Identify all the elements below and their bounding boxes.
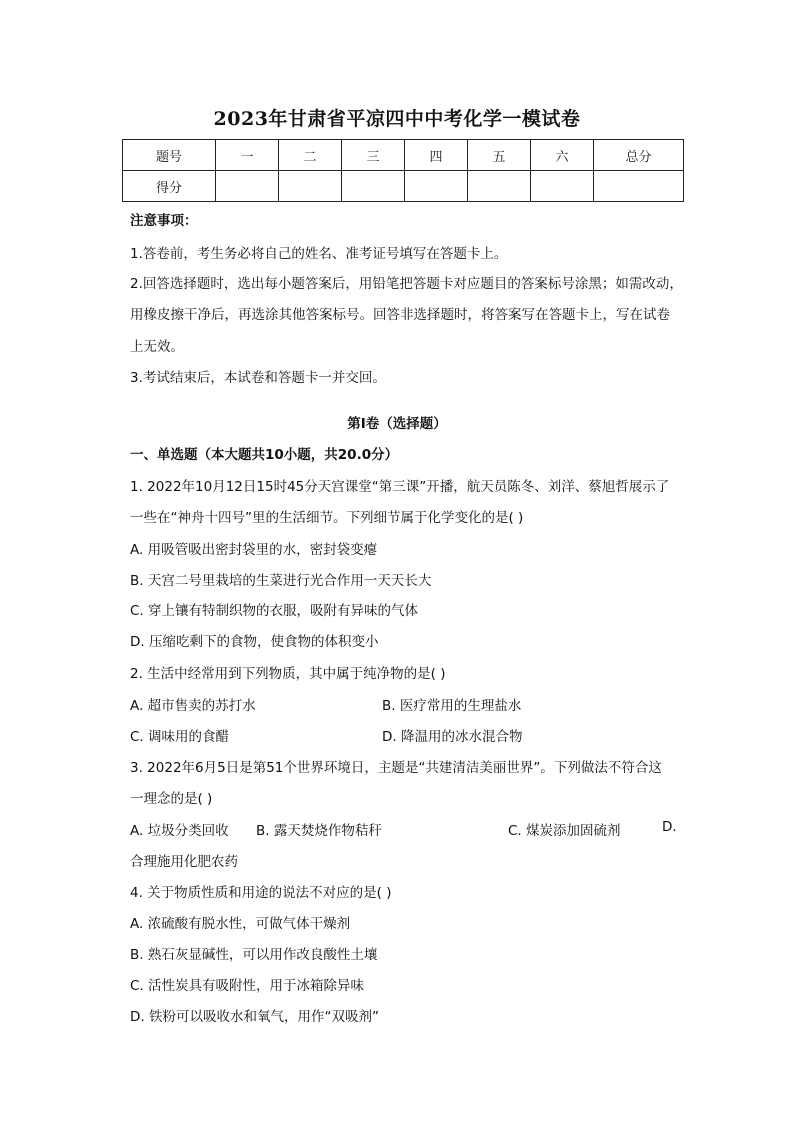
score-header-cell: 五 bbox=[468, 140, 531, 171]
question-3-option-d: 合理施用化肥农药 bbox=[130, 854, 238, 870]
question-1-option-a: A. 用吸管吸出密封袋里的水，密封袋变瘪 bbox=[130, 542, 378, 558]
question-1-option-b: B. 天宫二号里栽培的生菜进行光合作用一天天长大 bbox=[130, 573, 432, 589]
notice-item: 1.答卷前，考生务必将自己的姓名、准考证号填写在答题卡上。 bbox=[130, 246, 508, 262]
question-2-option-b: B. 医疗常用的生理盐水 bbox=[382, 698, 522, 714]
notice-item: 用橡皮擦干净后，再选涂其他答案标号。回答非选择题时，将答案写在答题卡上，写在试卷 bbox=[130, 307, 670, 323]
score-cell[interactable] bbox=[405, 171, 468, 202]
question-4-stem: 4. 关于物质性质和用途的说法不对应的是( ) bbox=[130, 885, 392, 901]
question-3-option-c: C. 煤炭添加固硫剂 bbox=[508, 823, 621, 839]
question-1-option-d: D. 压缩吃剩下的食物，使食物的体积变小 bbox=[130, 634, 379, 650]
question-1-option-c: C. 穿上镶有特制织物的衣服，吸附有异味的气体 bbox=[130, 603, 419, 619]
score-header-cell: 总分 bbox=[594, 140, 684, 171]
question-1-stem: 1. 2022年10月12日15时45分天宫课堂“第三课”开播，航天员陈冬、刘洋、蔡旭哲展示了 bbox=[130, 479, 670, 495]
score-table bbox=[122, 139, 684, 202]
score-header-cell: 二 bbox=[279, 140, 342, 171]
question-4-option-d: D. 铁粉可以吸收水和氧气，用作“双吸剂” bbox=[130, 1009, 379, 1025]
notice-heading: 注意事项： bbox=[130, 213, 198, 229]
part-title: 第I卷（选择题） bbox=[347, 416, 447, 432]
question-3-option-b: B. 露天焚烧作物秸秆 bbox=[256, 823, 382, 839]
question-2-option-d: D. 降温用的冰水混合物 bbox=[382, 729, 523, 745]
score-table-header-row bbox=[123, 140, 684, 171]
score-cell[interactable] bbox=[216, 171, 279, 202]
question-2-option-c: C. 调味用的食醋 bbox=[130, 729, 230, 745]
score-header-cell: 四 bbox=[405, 140, 468, 171]
score-table-score-row bbox=[123, 171, 684, 202]
question-3-stem-cont: 一理念的是( ) bbox=[130, 791, 213, 807]
score-row-label: 得分 bbox=[123, 171, 216, 202]
score-cell[interactable] bbox=[468, 171, 531, 202]
notice-item: 3.考试结束后，本试卷和答题卡一并交回。 bbox=[130, 370, 386, 386]
question-3-option-a: A. 垃圾分类回收 bbox=[130, 823, 229, 839]
score-header-cell: 六 bbox=[531, 140, 594, 171]
exam-title: 2023年甘肃省平凉四中中考化学一模试卷 bbox=[213, 108, 581, 130]
question-1-stem-cont: 一些在“神舟十四号”里的生活细节。下列细节属于化学变化的是( ) bbox=[130, 510, 524, 526]
score-cell[interactable] bbox=[594, 171, 684, 202]
score-header-cell: 一 bbox=[216, 140, 279, 171]
score-cell[interactable] bbox=[342, 171, 405, 202]
question-4-option-b: B. 熟石灰显碱性，可以用作改良酸性土壤 bbox=[130, 947, 378, 963]
section-title: 一、单选题（本大题共10小题，共20.0分） bbox=[130, 447, 399, 463]
score-header-cell: 三 bbox=[342, 140, 405, 171]
question-4-option-a: A. 浓硫酸有脱水性，可做气体干燥剂 bbox=[130, 916, 351, 932]
question-2-stem: 2. 生活中经常用到下列物质，其中属于纯净物的是( ) bbox=[130, 666, 446, 682]
score-cell[interactable] bbox=[531, 171, 594, 202]
question-2-option-a: A. 超市售卖的苏打水 bbox=[130, 698, 256, 714]
question-3-stem: 3. 2022年6月5日是第51个世界环境日，主题是“共建清洁美丽世界”。下列做法不符合这 bbox=[130, 760, 662, 776]
notice-item: 上无效。 bbox=[130, 339, 184, 355]
score-header-cell: 题号 bbox=[123, 140, 216, 171]
notice-item: 2.回答选择题时，选出每小题答案后，用铅笔把答题卡对应题目的答案标号涂黑；如需改动， bbox=[130, 276, 683, 292]
question-3-option-d-label: D. bbox=[662, 819, 677, 835]
score-cell[interactable] bbox=[279, 171, 342, 202]
question-4-option-c: C. 活性炭具有吸附性，用于冰箱除异味 bbox=[130, 978, 365, 994]
